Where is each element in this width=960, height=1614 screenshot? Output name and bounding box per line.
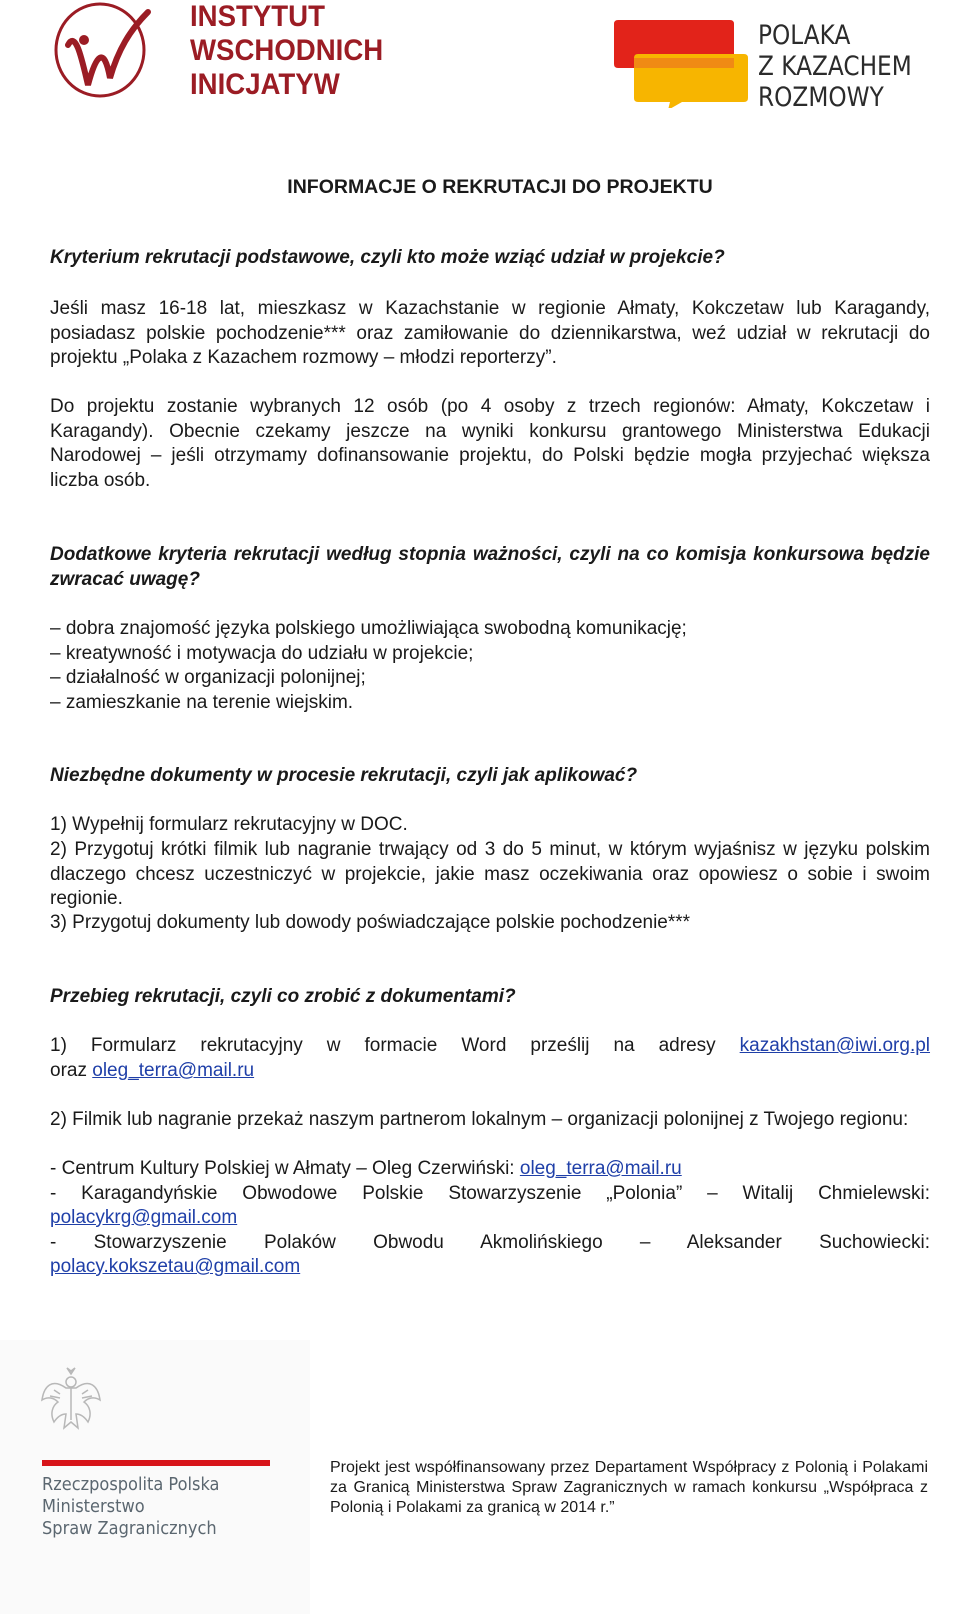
step-text: 1) Formularz rekrutacyjny w formacie Word prześlij na adresy xyxy=(50,1035,716,1056)
pkr-logo-text xyxy=(758,20,912,113)
pkr-logo-line: ROZMOWY xyxy=(758,82,884,113)
mfa-logo-line: Ministerstwo xyxy=(42,1496,145,1517)
iwi-logo-line: INSTYTUT xyxy=(190,0,325,33)
iwi-logo-line: INICJATYW xyxy=(190,68,340,101)
section-heading xyxy=(50,543,930,592)
email-link-oleg[interactable]: oleg_terra@mail.ru xyxy=(92,1060,255,1081)
section-heading-text: Dodatkowe kryteria rekrutacji według stopnia ważności, czyli na co komisja konkursowa będzie zwracać uwagę? xyxy=(50,544,930,590)
paragraph: Do projektu zostanie wybranych 12 osób (po 4 osoby z trzech regionów: Ałmaty, Kokczetaw i Karagandy). Obecnie czekamy jeszcze na wyniki konkursu grantowego Ministerstwa Edukacji Narodowej – jeśli otrzymamy dofinansowanie projektu, do Polski będzie mogła przyjechać większa liczba osób. xyxy=(50,396,930,491)
list-item: – dobra znajomość języka polskiego umożliwiająca swobodną komunikację; xyxy=(50,618,687,639)
list-item: 1) Wypełnij formularz rekrutacyjny w DOC. xyxy=(50,814,408,835)
mfa-logo-line: Rzeczpospolita Polska xyxy=(42,1474,220,1495)
iwi-emblem-icon xyxy=(48,0,188,110)
step-1-line xyxy=(50,1034,930,1059)
email-link-kazakhstan[interactable]: kazakhstan@iwi.org.pl xyxy=(739,1035,931,1056)
email-link-partner-2[interactable]: polacykrg@gmail.com xyxy=(50,1207,238,1228)
partner-email-line xyxy=(50,1255,958,1280)
partner-line xyxy=(50,1157,958,1182)
partner-text: - Stowarzyszenie Polaków Obwodu Akmolińskiego – Aleksander Suchowiecki: xyxy=(50,1232,930,1253)
list-item: 2) Przygotuj krótki filmik lub nagranie trwający od 3 do 5 minut, w którym wyjaśnisz w języku polskim dlaczego chcesz uczestniczyć w projekcie, jakie masz oczekiwania oraz opowiesz o sobie i swoim regionie. xyxy=(50,839,930,909)
pkr-logo-line: POLAKA xyxy=(758,20,851,51)
partner-text: - Centrum Kultury Polskiej w Ałmaty – Oleg Czerwiński: xyxy=(50,1158,515,1179)
eagle-emblem-icon xyxy=(40,1366,102,1436)
conjunction: oraz xyxy=(50,1060,87,1081)
mfa-logo-line: Spraw Zagranicznych xyxy=(42,1518,217,1539)
section-heading-text: Niezbędne dokumenty w procesie rekrutacji, czyli jak aplikować? xyxy=(50,765,638,786)
mfa-red-bar xyxy=(42,1460,270,1466)
step-1-line-2 xyxy=(50,1059,958,1084)
footer-note: Projekt jest współfinansowany przez Departament Współpracy z Polonią i Polakami za Granicą Ministerstwa Spraw Zagranicznych w ramach konkursu „Współpraca z Polonią i Polakami za granicą w 2014 r.” xyxy=(330,1459,928,1516)
iwi-logo-line: WSCHODNICH xyxy=(190,34,384,67)
section-heading xyxy=(50,985,958,1010)
pkr-logo-line: Z KAZACHEM xyxy=(758,51,912,82)
list-item: 3) Przygotuj dokumenty lub dowody poświadczające polskie pochodzenie*** xyxy=(50,912,691,933)
partner-email-line xyxy=(50,1206,958,1231)
speech-bubbles-icon xyxy=(612,18,752,108)
section-heading: Kryterium rekrutacji podstawowe, czyli kto może wziąć udział w projekcie? xyxy=(50,247,725,268)
section-heading-text: Przebieg rekrutacji, czyli co zrobić z dokumentami? xyxy=(50,986,516,1007)
mfa-logo-text xyxy=(42,1474,219,1540)
email-link-partner-3[interactable]: polacy.kokszetau@gmail.com xyxy=(50,1256,301,1277)
email-link-partner-1[interactable]: oleg_terra@mail.ru xyxy=(519,1158,682,1179)
section-basic-criteria xyxy=(50,246,958,271)
criteria-list xyxy=(50,617,958,715)
list-item: – zamieszkanie na terenie wiejskim. xyxy=(50,691,354,713)
section-heading xyxy=(50,764,958,789)
paragraph: Jeśli masz 16-18 lat, mieszkasz w Kazachstanie w regionie Ałmaty, Kokczetaw lub Karagandy, posiadasz polskie pochodzenie*** oraz zamiłowanie do dziennikarstwa, weź udział w rekrutacji do projektu „Polaka z Kazachem rozmowy – młodzi reporterzy”. xyxy=(50,298,930,368)
list-item: – działalność w organizacji polonijnej; xyxy=(50,667,366,688)
iwi-logo-text xyxy=(190,0,383,102)
step-2-text: 2) Filmik lub nagranie przekaż naszym partnerom lokalnym – organizacji polonijnej z Twojego regionu: xyxy=(50,1109,909,1130)
list-item: – kreatywność i motywacja do udziału w projekcie; xyxy=(50,642,474,664)
mfa-logo-block xyxy=(0,1340,310,1614)
pkr-logo xyxy=(612,18,752,108)
page-title: INFORMACJE O REKRUTACJI DO PROJEKTU xyxy=(287,176,713,198)
partner-text: - Karagandyńskie Obwodowe Polskie Stowarzyszenie „Polonia” – Witalij Chmielewski: xyxy=(50,1183,930,1204)
